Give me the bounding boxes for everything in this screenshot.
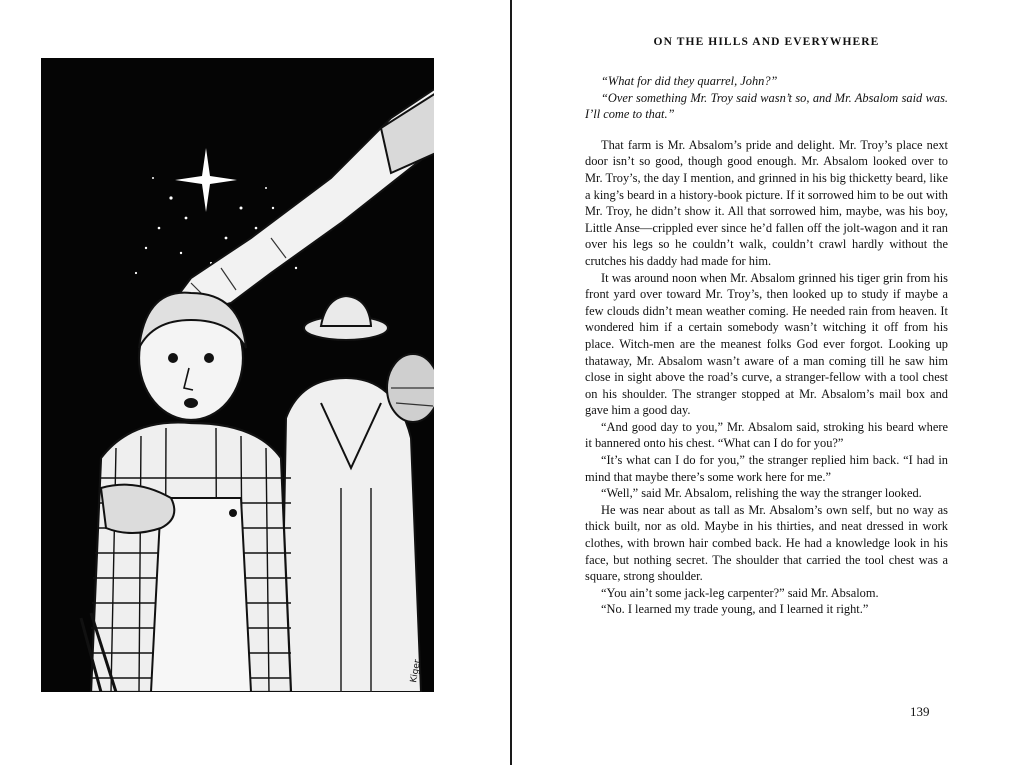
- paragraph-5: “Well,” said Mr. Absalom, relishing the way the stranger looked.: [601, 486, 922, 501]
- svg-text:Kiger: Kiger: [409, 658, 424, 684]
- body-text: [585, 73, 948, 618]
- running-head: ON THE HILLS AND EVERYWHERE: [653, 36, 880, 48]
- illustration: [41, 58, 434, 692]
- right-page: [512, 0, 1021, 765]
- epigraph-line-2: “Over something Mr. Troy said wasn’t so, and Mr. Absalom said was. I’ll come to that.”: [585, 90, 948, 122]
- epigraph-line-1: “What for did they quarrel, John?”: [601, 74, 778, 88]
- paragraph-3: “And good day to you,” Mr. Absalom said, stroking his beard where it bannered onto his chest. “What can I do for you?”: [585, 419, 948, 451]
- paragraph-8: “No. I learned my trade young, and I learned it right.”: [601, 602, 869, 617]
- paragraph-1: That farm is Mr. Absalom’s pride and delight. Mr. Troy’s place next door isn’t so good, though good enough. Mr. Absalom looked over to Mr. Troy’s, the day I mention, and grinned in his big thicketty beard, like a king’s beard in a history-book picture. If it sorrowed him to be out with Mr. Troy, he didn’t show it. All that sorrowed him, maybe, was his boy, Little Anse—crippled ever since he’d fallen off the jolt-wagon and it ran over his legs so he couldn’t walk, couldn’t crawl hardly without the crutches his daddy had made for him.: [585, 137, 948, 268]
- paragraph-4: “It’s what can I do for you,” the stranger replied him back. “I had in mind that maybe there’s some work here for me.”: [585, 453, 948, 484]
- paragraph-7: “You ain’t some jack-leg carpenter?” said Mr. Absalom.: [601, 585, 879, 600]
- paragraph-6: He was near about as tall as Mr. Absalom’s own self, but no way as thick built, nor as old. Maybe in his thirties, and neat dressed in work clothes, with brown hair combed back. He had a knowledge look in his face, but nothing secret. The shoulder that carried the tool chest was a square, strong shoulder.: [585, 502, 948, 584]
- page-number: 139: [910, 704, 930, 719]
- pen-and-ink-illustration-icon: [41, 58, 434, 692]
- paragraph-2: It was around noon when Mr. Absalom grinned his tiger grin from his front yard over toward Mr. Troy’s, then looked up to study if maybe a few clouds didn’t mean weather coming. He needed rain from heaven. It wondered him if a certain somebody wasn’t witching it off from his place. Witch-men are the meanest folks God ever forgot. Looking up thataway, Mr. Absalom wasn’t aware of a man coming till he saw him close in sight above the road’s curve, a stranger-fellow with a tool chest on his shoulder. The stranger stopped at Mr. Absalom’s mail box and gave him a good day.: [585, 270, 948, 418]
- left-page: [0, 0, 510, 765]
